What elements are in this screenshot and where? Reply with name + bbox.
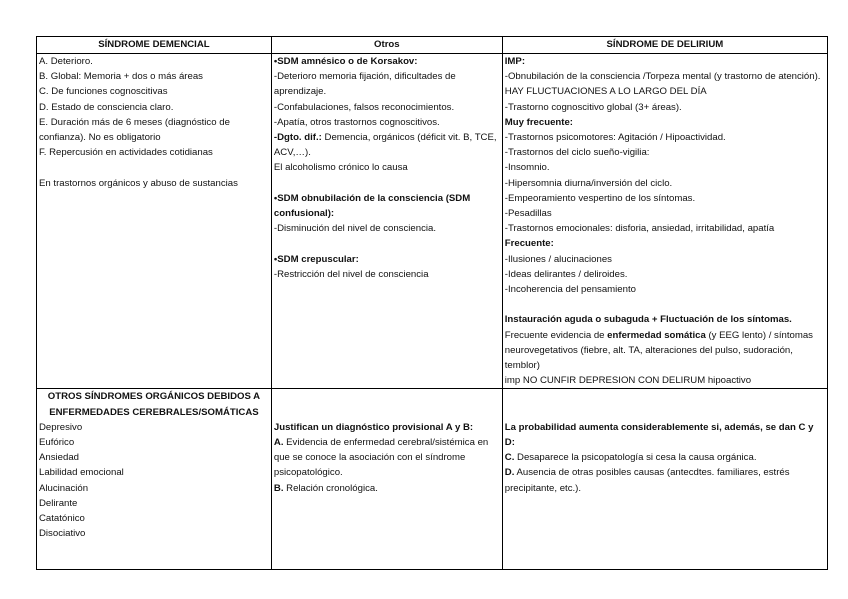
alcohol-line: El alcoholismo crónico lo causa — [273, 162, 408, 174]
obnubilacion-title: •SDM obnubilación de la consciencia (SDM confusional): — [273, 192, 471, 220]
evidencia-pre: Frecuente evidencia de — [504, 329, 608, 341]
imp-note: imp NO CUNFIR DEPRESION CON DELIRUM hipoactivo — [504, 375, 752, 387]
criterio-d-label: D. — [504, 467, 515, 479]
criterio-b — [274, 481, 500, 496]
muy-frecuente-line: -Pesadillas — [504, 208, 552, 220]
muy-frecuente-line: -Trastornos emocionales: disforia, ansiedad, irritabilidad, apatía — [504, 223, 775, 235]
frecuente-line: -Ilusiones / alucinaciones — [504, 253, 612, 265]
criterio-d-text: Ausencia de otras posibles causas (antecdtes. familiares, estrés precipitante, etc.). — [504, 467, 790, 494]
crepuscular-title: •SDM crepuscular: — [273, 253, 359, 265]
organicos-item: Eufórico — [39, 437, 75, 449]
criterio-c — [505, 450, 825, 465]
criterio-c-label: C. — [504, 452, 515, 464]
criterio-c-text: Desaparece la psicopatología si cesa la causa orgánica. — [514, 452, 757, 464]
muy-frecuente-label: Muy frecuente: — [504, 116, 573, 128]
bottom-row — [37, 389, 828, 570]
demencial-line: C. De funciones cognoscitivas — [39, 86, 168, 98]
muy-frecuente-line: -Hipersomnia diurna/inversión del ciclo. — [504, 177, 673, 189]
organicos-title: OTROS SÍNDROMES ORGÁNICOS DEBIDOS A ENFERMEDADES CEREBRALES/SOMÁTICAS — [47, 391, 261, 418]
criterio-a — [274, 435, 500, 481]
frecuente-line: -Ideas delirantes / deliroides. — [504, 268, 628, 280]
cell-delirium — [502, 54, 827, 389]
criterio-d — [505, 465, 825, 495]
header-otros: Otros — [271, 37, 502, 54]
content-row — [37, 54, 828, 389]
demencial-line: B. Global: Memoria + dos o más áreas — [39, 71, 203, 83]
cell-demencial — [37, 54, 272, 389]
korsakov-title: •SDM amnésico o de Korsakov: — [273, 56, 418, 67]
cell-justifican — [271, 389, 502, 570]
header-delirium: SÍNDROME DE DELIRIUM — [502, 37, 827, 54]
obnubilacion-line: -Disminución del nivel de consciencia. — [273, 223, 436, 235]
evidencia-post: (y EEG lento) / síntomas neurovegetativos (fiebre, alt. TA, alteraciones del pulso, sudoración, temblor) — [504, 329, 813, 372]
muy-frecuente-line: -Trastornos del ciclo sueño-vigilia: — [504, 147, 650, 159]
summary-table — [36, 36, 828, 570]
dgto-dif-text: Demencia, orgánicos (déficit vit. B, TCE, ACV,…). — [273, 132, 497, 159]
criterio-b-text: Relación cronológica. — [283, 482, 378, 494]
organicos-item: Ansiedad — [39, 452, 80, 464]
header-demencial: SÍNDROME DEMENCIAL — [37, 37, 272, 54]
criterio-a-label: A. — [273, 437, 284, 449]
demencial-line: F. Repercusión en actividades cotidianas — [39, 147, 213, 159]
korsakov-line: -Apatía, otros trastornos cognoscitivos. — [273, 116, 440, 128]
instauracion-line: Instauración aguda o subaguda + Fluctuación de los síntomas. — [504, 314, 792, 326]
evidencia-bold: enfermedad somática — [607, 329, 706, 341]
organicos-item: Depresivo — [39, 421, 83, 433]
frecuente-line: -Incoherencia del pensamiento — [504, 284, 636, 296]
imp-label: IMP: — [504, 56, 526, 67]
muy-frecuente-line: -Insomnio. — [504, 162, 550, 174]
muy-frecuente-line: -Trastornos psicomotores: Agitación / Hipoactividad. — [504, 132, 726, 144]
imp-line: -Obnubilación de la consciencia /Torpeza mental (y trastorno de atención). HAY FLUCTUACIONES A LO LARGO DEL DÍA — [504, 71, 821, 98]
justifican-title: Justifican un diagnóstico provisional A y B: — [273, 421, 474, 433]
demencial-line: D. Estado de consciencia claro. — [39, 101, 174, 113]
organicos-item: Disociativo — [39, 528, 86, 540]
demencial-line: A. Deterioro. — [39, 56, 93, 67]
probabilidad-title: La probabilidad aumenta considerablemente si, además, se dan C y D: — [504, 421, 814, 449]
header-row — [37, 37, 828, 54]
criterio-b-label: B. — [273, 482, 284, 494]
korsakov-line: -Deterioro memoria fijación, dificultades de aprendizaje. — [273, 71, 456, 98]
organicos-item: Alucinación — [39, 482, 89, 494]
criterio-a-text: Evidencia de enfermedad cerebral/sistémica en que se conoce la asociación con el síndrome psicopatológico. — [273, 437, 489, 479]
demencial-note: En trastornos orgánicos y abuso de sustancias — [39, 177, 238, 189]
cell-otros — [271, 54, 502, 389]
demencial-line: E. Duración más de 6 meses (diagnóstico de confianza). No es obligatorio — [39, 116, 230, 144]
organicos-item: Labilidad emocional — [39, 467, 124, 479]
imp-line: -Trastorno cognoscitivo global (3+ áreas). — [504, 101, 682, 113]
organicos-item: Delirante — [39, 497, 78, 509]
evidencia-line — [505, 328, 825, 374]
cell-probabilidad — [502, 389, 827, 570]
organicos-item: Catatónico — [39, 513, 85, 525]
korsakov-line: -Confabulaciones, falsos reconocimientos. — [273, 101, 455, 113]
cell-organicos — [37, 389, 272, 570]
dgto-dif-label: -Dgto. dif.: — [273, 132, 322, 144]
muy-frecuente-line: -Empeoramiento vespertino de los síntomas. — [504, 192, 696, 204]
crepuscular-line: -Restricción del nivel de consciencia — [273, 268, 429, 280]
dgto-dif-line — [274, 130, 500, 160]
frecuente-label: Frecuente: — [504, 238, 554, 250]
